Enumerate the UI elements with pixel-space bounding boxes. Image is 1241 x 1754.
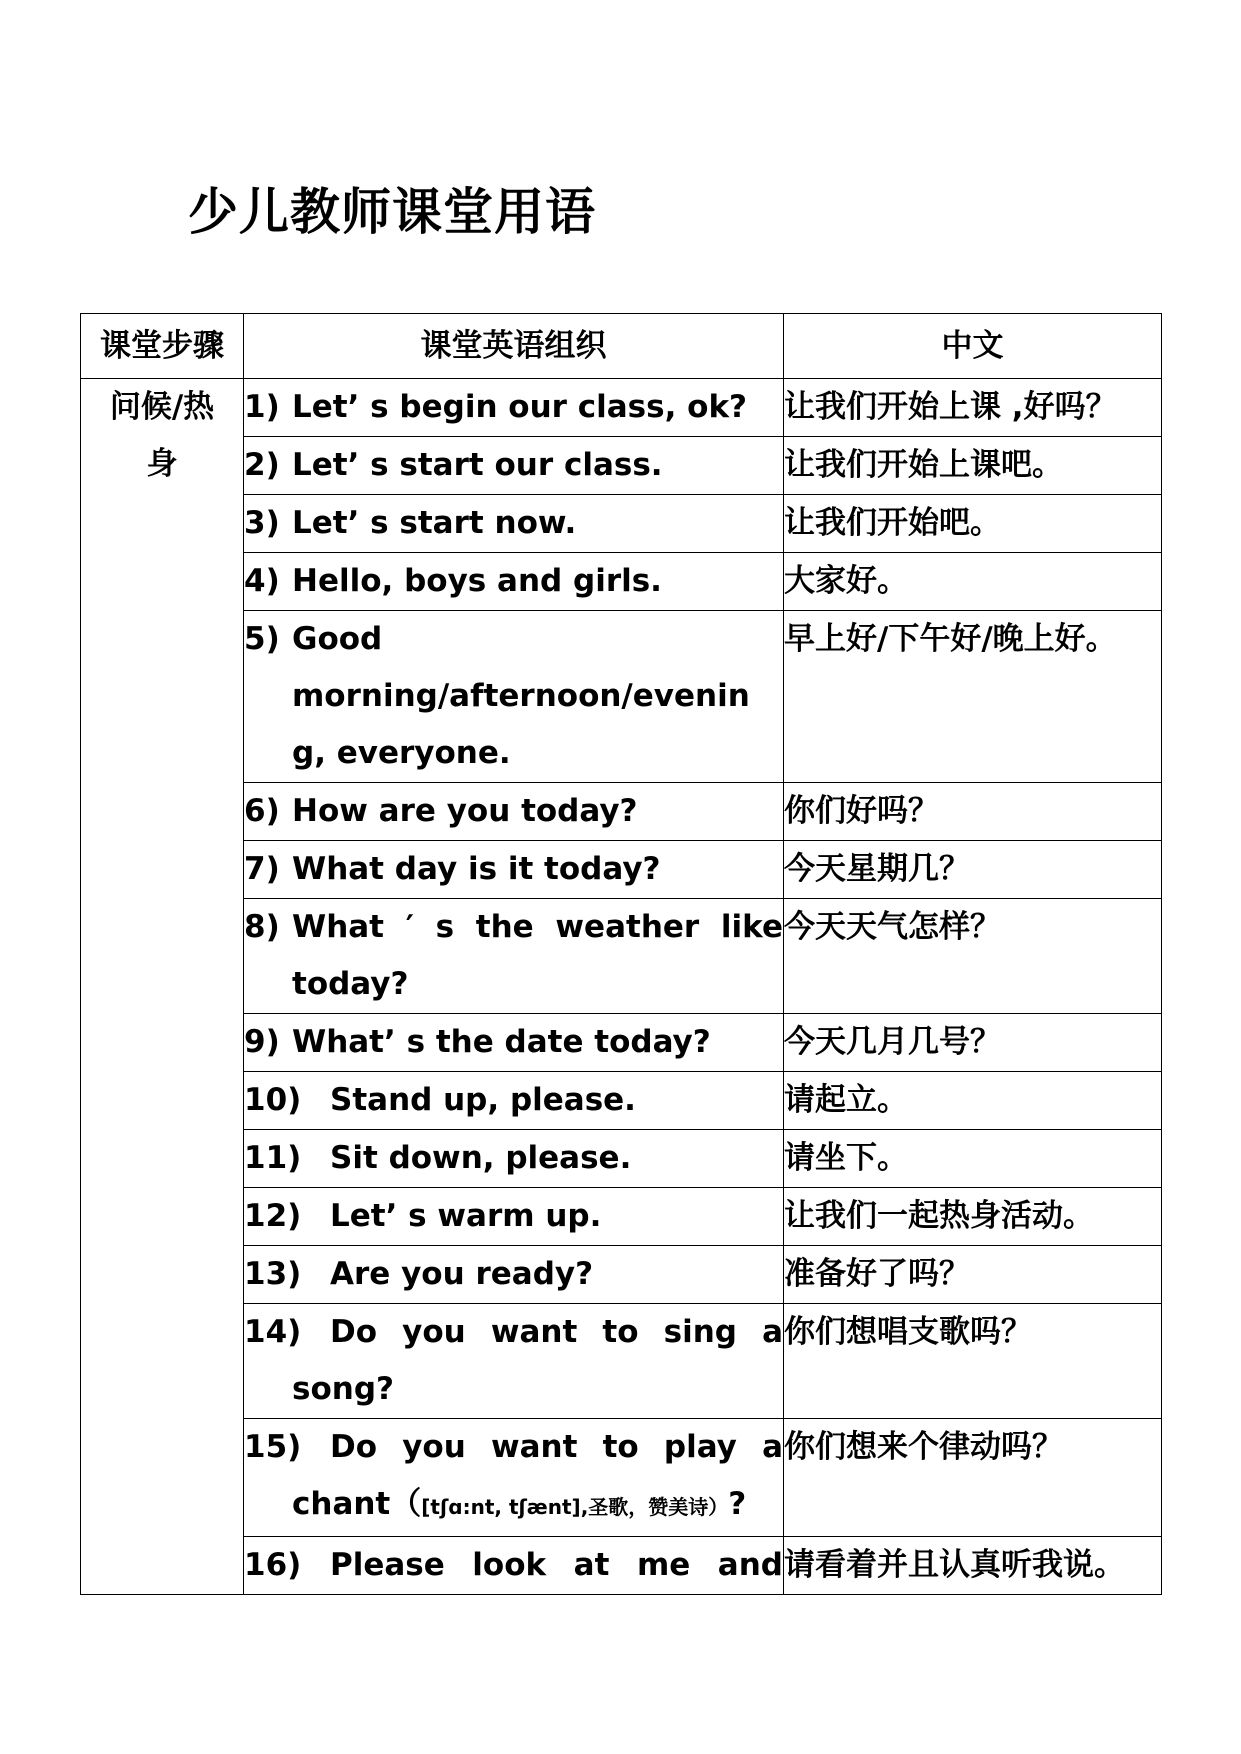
row-number: 3) (244, 505, 280, 541)
chinese-cell: 让我们开始上课 ,好吗？ (784, 379, 1162, 437)
chinese-cell: 请坐下。 (784, 1130, 1162, 1188)
row-number: 9) (244, 1024, 280, 1060)
english-cell (244, 1419, 784, 1537)
step-cell (81, 379, 244, 1595)
english-text: Stand up, please. (330, 1082, 636, 1118)
table-row (81, 783, 1162, 841)
english-cell (244, 495, 784, 553)
chinese-cell: 让我们一起热身活动。 (784, 1188, 1162, 1246)
table-row (81, 1014, 1162, 1072)
table-header-row (81, 314, 1162, 379)
chant-word: chant（ (292, 1486, 422, 1522)
english-text: What ′ s the weather like (292, 909, 783, 945)
step-label-line2: 身 (146, 446, 178, 482)
english-text: Do you want to sing a (330, 1314, 783, 1350)
row-number: 16) (244, 1547, 302, 1583)
row-number: 4) (244, 563, 280, 599)
chinese-cell: 今天几月几号？ (784, 1014, 1162, 1072)
english-cell (244, 611, 784, 783)
chinese-cell: 准备好了吗？ (784, 1246, 1162, 1304)
row-number: 15) (244, 1429, 302, 1465)
row-number: 7) (244, 851, 280, 887)
chinese-cell: 大家好。 (784, 553, 1162, 611)
row-number: 11) (244, 1140, 302, 1176)
english-cell (244, 1130, 784, 1188)
english-text: Please look at me and (330, 1547, 783, 1583)
table-row (81, 611, 1162, 783)
phonetic-note: [tʃɑ:nt, tʃænt],圣歌，赞美诗） (421, 1495, 729, 1519)
chinese-cell: 早上好/下午好/晚上好。 (784, 611, 1162, 783)
chinese-cell: 今天天气怎样？ (784, 899, 1162, 1014)
table-row (81, 1246, 1162, 1304)
english-text: Sit down, please. (330, 1140, 632, 1176)
table-row (81, 553, 1162, 611)
english-text: How are you today? (292, 793, 638, 829)
english-cell (244, 553, 784, 611)
english-text: Do you want to play a (330, 1429, 783, 1465)
row-number: 13) (244, 1256, 302, 1292)
chinese-cell: 请起立。 (784, 1072, 1162, 1130)
english-cell (244, 1188, 784, 1246)
english-cell (244, 1246, 784, 1304)
header-chinese: 中文 (784, 314, 1162, 379)
classroom-phrases-table (80, 313, 1162, 1595)
chinese-cell: 请看着并且认真听我说。 (784, 1537, 1162, 1595)
english-cell (244, 1537, 784, 1595)
table-row (81, 1419, 1162, 1537)
english-cell (244, 1304, 784, 1419)
english-text-continued: g, everyone. (292, 735, 511, 771)
english-cell (244, 1072, 784, 1130)
row-number: 2) (244, 447, 280, 483)
english-text: Let’ s start our class. (292, 447, 663, 483)
chinese-cell: 今天星期几？ (784, 841, 1162, 899)
english-text: Hello, boys and girls. (292, 563, 662, 599)
table-row (81, 899, 1162, 1014)
english-text: What’ s the date today? (292, 1024, 711, 1060)
english-text: Good (292, 621, 383, 657)
row-number: 5) (244, 621, 280, 657)
english-text-continued: morning/afternoon/evenin (292, 678, 750, 714)
step-label-line1: 问候/热 (109, 389, 215, 425)
english-cell (244, 379, 784, 437)
english-text: What day is it today? (292, 851, 661, 887)
table-row (81, 379, 1162, 437)
english-text: Let’ s begin our class, ok? (292, 389, 748, 425)
row-number: 1) (244, 389, 280, 425)
row-number: 6) (244, 793, 280, 829)
chinese-cell: 你们想唱支歌吗？ (784, 1304, 1162, 1419)
header-english: 课堂英语组织 (244, 314, 784, 379)
header-step: 课堂步骤 (81, 314, 244, 379)
english-cell (244, 841, 784, 899)
table-row (81, 1304, 1162, 1419)
table-row (81, 841, 1162, 899)
english-text-continued: song? (292, 1371, 394, 1407)
english-cell (244, 899, 784, 1014)
english-text-continued: today? (292, 966, 409, 1002)
question-mark: ? (728, 1486, 747, 1522)
english-cell (244, 1014, 784, 1072)
english-text: Are you ready? (330, 1256, 594, 1292)
english-text-continued (244, 1476, 783, 1536)
chinese-cell: 让我们开始上课吧。 (784, 437, 1162, 495)
chinese-cell: 让我们开始吧。 (784, 495, 1162, 553)
english-text: Let’ s warm up. (330, 1198, 602, 1234)
table-row (81, 1188, 1162, 1246)
row-number: 14) (244, 1314, 302, 1350)
english-text: Let’ s start now. (292, 505, 577, 541)
table-row (81, 1130, 1162, 1188)
table-row (81, 495, 1162, 553)
chinese-cell: 你们好吗？ (784, 783, 1162, 841)
chinese-cell: 你们想来个律动吗？ (784, 1419, 1162, 1537)
row-number: 12) (244, 1198, 302, 1234)
table-row (81, 1537, 1162, 1595)
row-number: 10) (244, 1082, 302, 1118)
english-cell (244, 783, 784, 841)
row-number: 8) (244, 909, 280, 945)
page-title: 少儿教师课堂用语 (188, 183, 596, 241)
table-row (81, 437, 1162, 495)
english-cell (244, 437, 784, 495)
table-row (81, 1072, 1162, 1130)
